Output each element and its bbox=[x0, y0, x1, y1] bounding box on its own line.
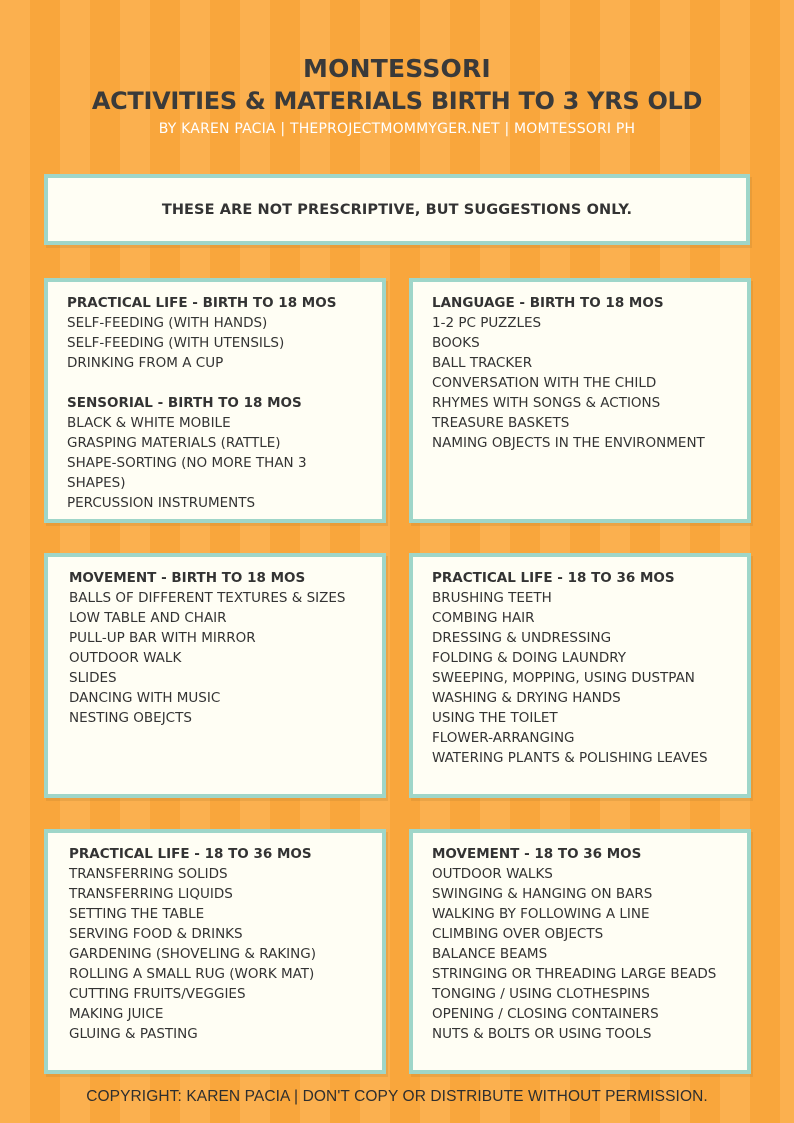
title-line-1: MONTESSORI bbox=[303, 54, 491, 83]
list-item: GRASPING MATERIALS (RATTLE) bbox=[67, 435, 281, 451]
box-practical-sensorial-0-18 bbox=[44, 278, 386, 523]
list-item: RHYMES WITH SONGS & ACTIONS bbox=[432, 395, 661, 411]
spacer bbox=[67, 373, 372, 393]
box-language-0-18 bbox=[409, 278, 751, 523]
list-item: TONGING / USING CLOTHESPINS bbox=[432, 986, 650, 1002]
list-item: GLUING & PASTING bbox=[69, 1026, 198, 1042]
list-item: SHAPE-SORTING (NO MORE THAN 3 SHAPES) bbox=[67, 455, 307, 491]
box-practical-life-18-36-b bbox=[44, 829, 386, 1074]
notice-text: THESE ARE NOT PRESCRIPTIVE, BUT SUGGESTIONS ONLY. bbox=[161, 201, 633, 218]
box-heading: PRACTICAL LIFE - 18 TO 36 MOS bbox=[69, 846, 312, 862]
list-item: COMBING HAIR bbox=[432, 610, 535, 626]
copyright-footer: COPYRIGHT: KAREN PACIA | DON'T COPY OR DISTRIBUTE WITHOUT PERMISSION. bbox=[86, 1088, 708, 1105]
list-item: NAMING OBJECTS IN THE ENVIRONMENT bbox=[432, 435, 705, 451]
box-movement-0-18 bbox=[44, 553, 386, 798]
list-item: SERVING FOOD & DRINKS bbox=[69, 926, 243, 942]
notice-box bbox=[44, 174, 750, 245]
list-item: DRINKING FROM A CUP bbox=[67, 355, 224, 371]
list-item: SWEEPING, MOPPING, USING DUSTPAN bbox=[432, 670, 695, 686]
list-item: BRUSHING TEETH bbox=[432, 590, 552, 606]
list-item: USING THE TOILET bbox=[432, 710, 558, 726]
list-item: WASHING & DRYING HANDS bbox=[432, 690, 621, 706]
box-heading: PRACTICAL LIFE - BIRTH TO 18 MOS bbox=[67, 295, 337, 311]
list-item: BALLS OF DIFFERENT TEXTURES & SIZES bbox=[69, 590, 346, 606]
list-item: DANCING WITH MUSIC bbox=[69, 690, 221, 706]
list-item: TRANSFERRING LIQUIDS bbox=[69, 886, 233, 902]
byline: BY KAREN PACIA | THEPROJECTMOMMYGER.NET | MOMTESSORI PH bbox=[158, 121, 636, 137]
list-item: MAKING JUICE bbox=[69, 1006, 164, 1022]
box-heading: MOVEMENT - 18 TO 36 MOS bbox=[432, 846, 642, 862]
list-item: FOLDING & DOING LAUNDRY bbox=[432, 650, 627, 666]
box-movement-18-36 bbox=[409, 829, 751, 1074]
list-item: SLIDES bbox=[69, 670, 117, 686]
list-item: SELF-FEEDING (WITH HANDS) bbox=[67, 315, 268, 331]
list-item: PULL-UP BAR WITH MIRROR bbox=[69, 630, 256, 646]
list-item: CONVERSATION WITH THE CHILD bbox=[432, 375, 657, 391]
box-heading: MOVEMENT - BIRTH TO 18 MOS bbox=[69, 570, 306, 586]
list-item: BOOKS bbox=[432, 335, 480, 351]
box-practical-life-18-36-a bbox=[409, 553, 751, 798]
list-item: WALKING BY FOLLOWING A LINE bbox=[432, 906, 650, 922]
list-item: LOW TABLE AND CHAIR bbox=[69, 610, 227, 626]
list-item: ROLLING A SMALL RUG (WORK MAT) bbox=[69, 966, 315, 982]
list-item: FLOWER-ARRANGING bbox=[432, 730, 575, 746]
list-item: NUTS & BOLTS OR USING TOOLS bbox=[432, 1026, 652, 1042]
list-item: TREASURE BASKETS bbox=[432, 415, 570, 431]
list-item: DRESSING & UNDRESSING bbox=[432, 630, 612, 646]
list-item: GARDENING (SHOVELING & RAKING) bbox=[69, 946, 316, 962]
list-item: OPENING / CLOSING CONTAINERS bbox=[432, 1006, 659, 1022]
list-item: TRANSFERRING SOLIDS bbox=[69, 866, 228, 882]
list-item: SELF-FEEDING (WITH UTENSILS) bbox=[67, 335, 285, 351]
page-header bbox=[0, 52, 794, 140]
list-item: CUTTING FRUITS/VEGGIES bbox=[69, 986, 246, 1002]
list-item: STRINGING OR THREADING LARGE BEADS bbox=[432, 966, 717, 982]
list-item: BALL TRACKER bbox=[432, 355, 533, 371]
list-item: OUTDOOR WALKS bbox=[432, 866, 553, 882]
box-heading: LANGUAGE - BIRTH TO 18 MOS bbox=[432, 295, 664, 311]
list-item: WATERING PLANTS & POLISHING LEAVES bbox=[432, 750, 708, 766]
list-item: BALANCE BEAMS bbox=[432, 946, 548, 962]
list-item: NESTING OBEJCTS bbox=[69, 710, 192, 726]
box-heading: SENSORIAL - BIRTH TO 18 MOS bbox=[67, 395, 302, 411]
list-item: SWINGING & HANGING ON BARS bbox=[432, 886, 653, 902]
list-item: 1-2 PC PUZZLES bbox=[432, 315, 542, 331]
list-item: PERCUSSION INSTRUMENTS bbox=[67, 495, 256, 511]
list-item: OUTDOOR WALK bbox=[69, 650, 182, 666]
title-line-2: ACTIVITIES & MATERIALS BIRTH TO 3 YRS OLD bbox=[91, 87, 703, 115]
box-heading: PRACTICAL LIFE - 18 TO 36 MOS bbox=[432, 570, 675, 586]
list-item: SETTING THE TABLE bbox=[69, 906, 205, 922]
list-item: BLACK & WHITE MOBILE bbox=[67, 415, 231, 431]
list-item: CLIMBING OVER OBJECTS bbox=[432, 926, 604, 942]
